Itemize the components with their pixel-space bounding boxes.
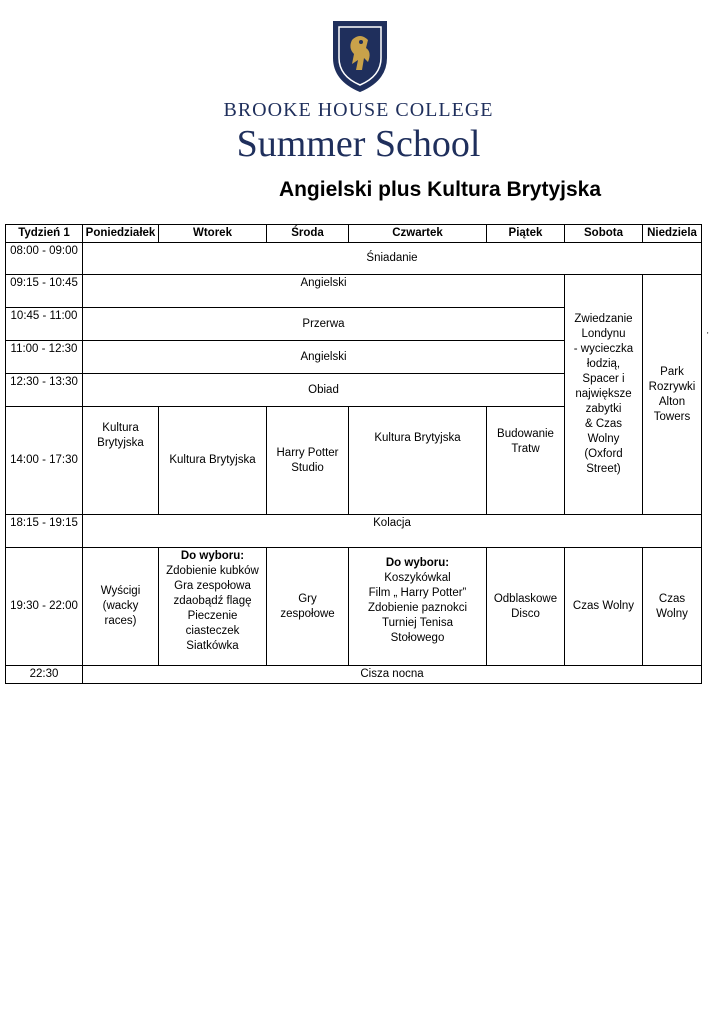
header-thursday: Czwartek	[349, 225, 487, 243]
table-row	[6, 548, 702, 666]
time-cell: 12:30 - 13:30	[6, 374, 83, 407]
header-monday: Poniedziałek	[83, 225, 159, 243]
header-row	[6, 225, 702, 243]
quiet-hours-cell: Cisza nocna	[83, 666, 702, 684]
sunday-trip-cell: Park Rozrywki Alton Towers	[643, 275, 702, 515]
english-lesson-cell: Angielski	[83, 275, 565, 308]
school-name: Summer School	[236, 123, 481, 165]
monday-afternoon-cell: Kultura Brytyjska	[83, 407, 159, 515]
dinner-cell: Kolacja	[83, 515, 702, 548]
time-cell: 19:30 - 22:00	[6, 548, 83, 666]
friday-evening-cell: Odblaskowe Disco	[487, 548, 565, 666]
header-friday: Piątek	[487, 225, 565, 243]
table-row	[6, 666, 702, 684]
stray-mark: '	[707, 331, 709, 340]
header-week: Tydzień 1	[6, 225, 83, 243]
page-title: Angielski plus Kultura Brytyjska	[278, 178, 602, 201]
time-cell: 14:00 - 17:30	[6, 407, 83, 515]
college-name: BROOKE HOUSE COLLEGE	[223, 99, 494, 121]
time-cell: 08:00 - 09:00	[6, 243, 83, 275]
sunday-evening-cell: Czas Wolny	[643, 548, 702, 666]
time-cell: 11:00 - 12:30	[6, 341, 83, 374]
table-row	[6, 515, 702, 548]
schedule-table	[5, 224, 702, 684]
thursday-afternoon-cell: Kultura Brytyjska	[349, 407, 487, 515]
wednesday-evening-cell: Gry zespołowe	[267, 548, 349, 666]
header-tuesday: Wtorek	[159, 225, 267, 243]
english-lesson-cell: Angielski	[83, 341, 565, 374]
friday-afternoon-cell: Budowanie Tratw	[487, 407, 565, 515]
saturday-evening-cell: Czas Wolny	[565, 548, 643, 666]
tuesday-afternoon-cell: Kultura Brytyjska	[159, 407, 267, 515]
breakfast-cell: Śniadanie	[83, 243, 702, 275]
time-cell: 09:15 - 10:45	[6, 275, 83, 308]
college-crest-icon	[330, 18, 390, 94]
saturday-trip-cell: Zwiedzanie Londynu - wycieczka łodzią, Spacer i największe zabytki & Czas Wolny (Oxford Street)	[565, 275, 643, 515]
header-wednesday: Środa	[267, 225, 349, 243]
header-sunday: Niedziela	[643, 225, 702, 243]
break-cell: Przerwa	[83, 308, 565, 341]
tuesday-evening-cell: Do wyboru: Zdobienie kubków Gra zespołowa zdaobądź flagę Pieczenie ciasteczek Siatkówka	[159, 548, 267, 666]
wednesday-afternoon-cell: Harry Potter Studio	[267, 407, 349, 515]
time-cell: 22:30	[6, 666, 83, 684]
time-cell: 18:15 - 19:15	[6, 515, 83, 548]
header-saturday: Sobota	[565, 225, 643, 243]
table-row	[6, 275, 702, 308]
table-row	[6, 243, 702, 275]
thursday-evening-cell: Do wyboru: Koszykówkal Film „ Harry Potter” Zdobienie paznokci Turniej Tenisa Stołowego	[349, 548, 487, 666]
time-cell: 10:45 - 11:00	[6, 308, 83, 341]
lunch-cell: Obiad	[83, 374, 565, 407]
monday-evening-cell: Wyścigi (wacky races)	[83, 548, 159, 666]
